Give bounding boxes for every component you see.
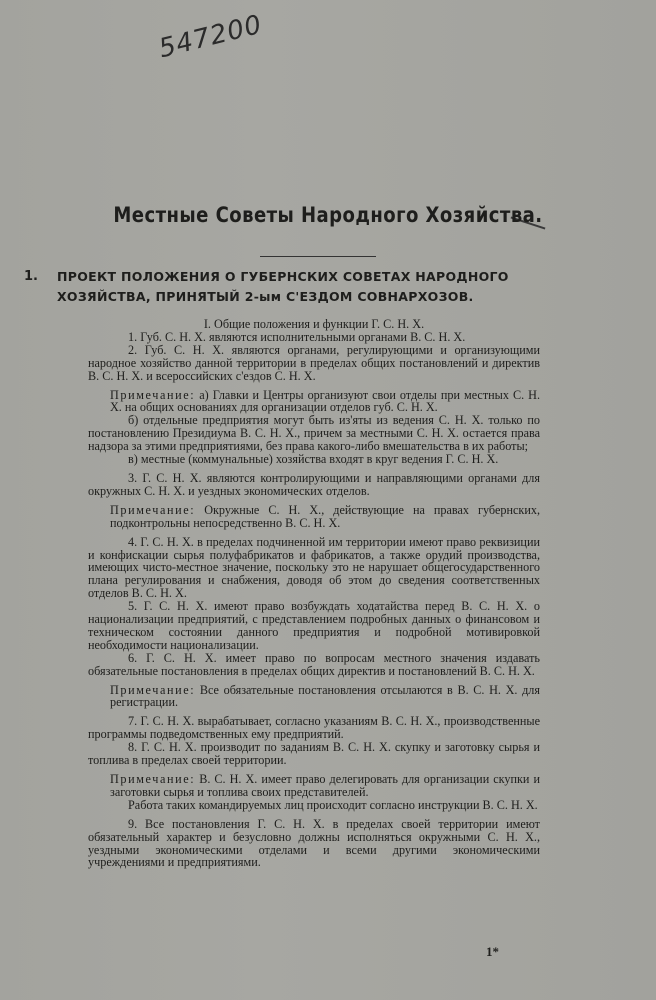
section-number: 1. <box>24 269 38 284</box>
handwritten-inventory-number: 547200 <box>155 9 266 65</box>
note-label: Примечание: <box>110 502 196 517</box>
note-text: В. С. Н. Х. имеет право делегировать для организации скупки и заготовки сырья и топлива своих представителей. <box>110 772 540 799</box>
clause-paragraph: в) местные (коммунальные) хозяйства входят в круг ведения Г. С. Н. Х. <box>128 452 499 467</box>
signature-mark: 1* <box>486 944 499 959</box>
note-text: Все обязательные постановления отсылаются в В. С. Н. Х. для регистрации. <box>110 682 540 710</box>
clause-paragraph: Работа таких командируемых лиц происходит согласно инструкции В. С. Н. Х. <box>128 797 538 812</box>
subsection-heading: I. Общие положения и функции Г. С. Н. Х. <box>203 317 425 331</box>
note-label: Примечание: <box>110 772 196 786</box>
clause-paragraph: 8. Г. С. Н. Х. производит по заданиям В. С. Н. Х. скупку и заготовку сырья и топлива в пределах своей территории. <box>88 740 540 768</box>
title-divider <box>260 256 376 257</box>
note-text: Окружные С. Н. Х., действующие на правах губернских, подконтрольны непосредственно В. С. Н. Х. <box>110 502 540 530</box>
clause-paragraph: б) отдельные предприятия могут быть из'яты из ведения С. Н. Х. только по постановлению Президиума В. С. Н. Х., причем за местными С. Н. Х. остается права надзора за этими предприятиями, без права какого-либо вмешательства в их работы; <box>88 413 540 454</box>
note-text: а) Главки и Центры организуют свои отделы при местных С. Н. Х. на общих основаниях для организации отделов губ. С. Н. Х. <box>110 387 540 415</box>
clause-paragraph: 5. Г. С. Н. Х. имеют право возбуждать ходатайства перед В. С. Н. Х. о национализации предприятий, с представлением подробных данных о финансовом и техническом состоянии данного предприятия и подробной мотивировкой необходимости национализации. <box>88 599 540 652</box>
page-title: Местные Советы Народного Хозяйства. <box>113 203 543 227</box>
clause-paragraph: 3. Г. С. Н. Х. являются контролирующими и направляющими органами для окружных С. Н. Х. и уездных экономических отделов. <box>88 470 540 498</box>
section-title: ПРОЕКТ ПОЛОЖЕНИЯ О ГУБЕРНСКИХ СОВЕТАХ НАРОДНОГО ХОЗЯЙСТВА, ПРИНЯТЫЙ 2-ым С'ЕЗДОМ СОВНАРХОЗОВ. <box>57 269 509 304</box>
clause-paragraph: 4. Г. С. Н. Х. в пределах подчиненной им территории имеют право реквизиции и конфискации сырья полуфабрикатов и фабрикатов, а также орудий производства, имеющих чисто-местное значение, поскольку это не нарушает общегосударственного плана регулирования и снабжения, доводя об этом до сведения соответственных отделов В. С. Н. Х. <box>88 534 540 601</box>
note-label: Примечание: <box>110 682 196 697</box>
clause-paragraph: 9. Все постановления Г. С. Н. Х. в пределах своей территории имеют обязательный характер и безусловно должны исполняться окружными С. Н. Х., уездными экономическими отделами и всеми другими экономическими учреждениями и предприятиями. <box>88 816 540 870</box>
clause-paragraph: 2. Губ. С. Н. Х. являются органами, регулирующими и организующими народное хозяйство данной территории в пределах общих постановлений и директив В. С. Н. Х. и всероссийских с'ездов С. Н. Х. <box>88 342 540 383</box>
document-body <box>88 318 540 869</box>
note-paragraph <box>88 504 540 530</box>
clause-paragraph: 7. Г. С. Н. Х. вырабатывает, согласно указаниям В. С. Н. Х., производственные программы подведомственных ему предприятий. <box>88 714 540 742</box>
note-label: Примечание: <box>110 387 196 402</box>
note-paragraph <box>88 773 540 799</box>
clause-paragraph: 1. Губ. С. Н. Х. являются исполнительными органами В. С. Н. Х. <box>128 329 466 344</box>
note-paragraph <box>88 684 540 710</box>
clause-paragraph: 6. Г. С. Н. Х. имеет право по вопросам местного значения издавать обязательные постановления в пределах общих директив и постановлений В. С. Н. Х. <box>88 650 540 678</box>
note-paragraph <box>88 389 540 415</box>
